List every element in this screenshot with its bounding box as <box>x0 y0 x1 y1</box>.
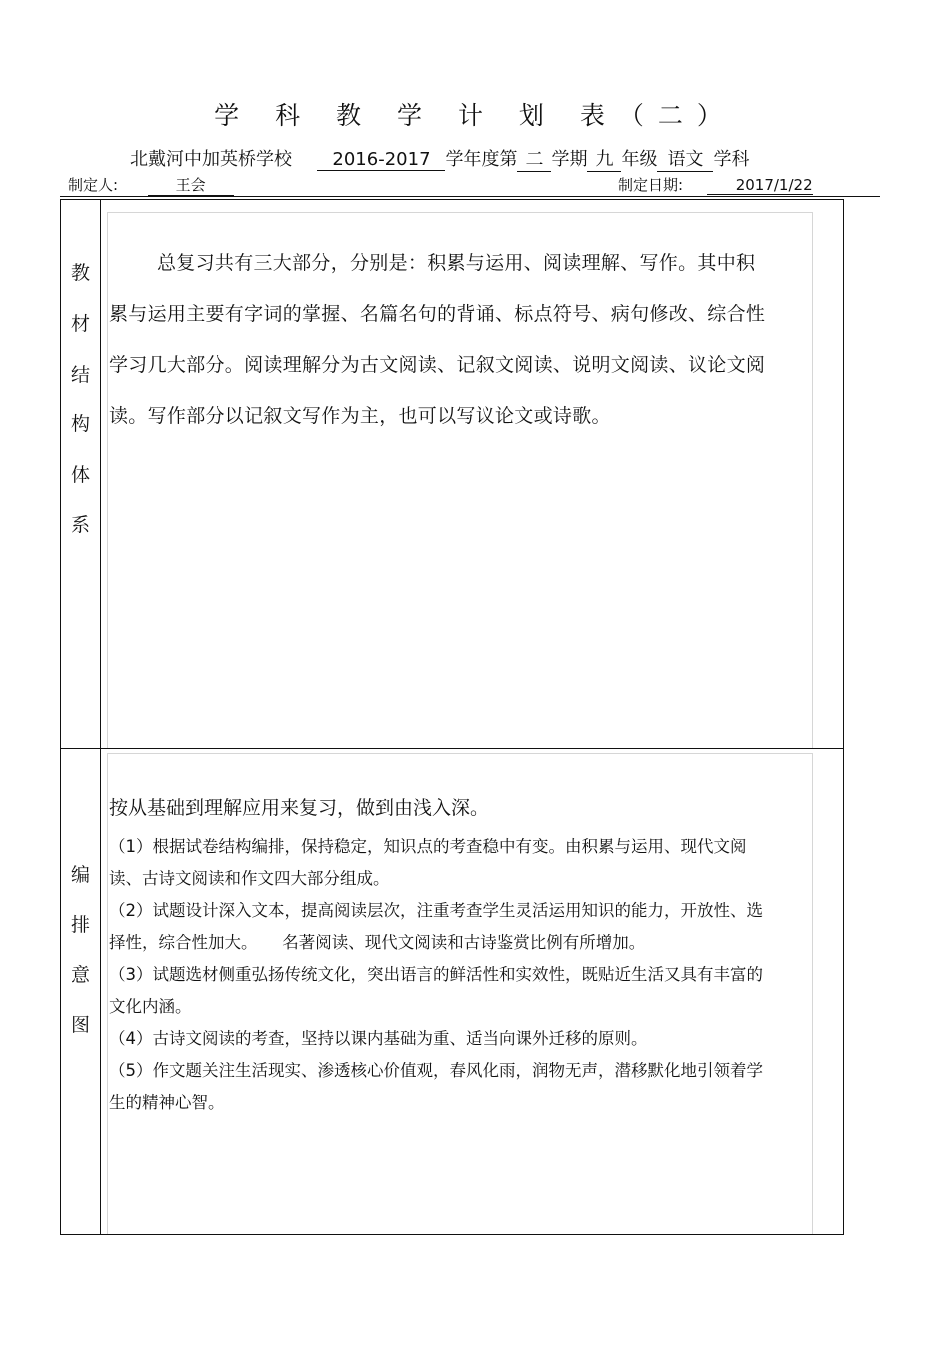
section-label-char: 材 <box>70 313 90 335</box>
section-content-cell <box>101 200 843 748</box>
list-item: （2）试题设计深入文本，提高阅读层次，注重考查学生灵活运用知识的能力，开放性、选择性，综合性加大。 名著阅读、现代文阅读和古诗鉴赏比例有所增加。 <box>109 901 763 952</box>
grade-suffix: 年级 <box>621 149 658 170</box>
date-value: 2017/1/22 <box>707 176 813 195</box>
school-year: 2016-2017 <box>317 149 445 171</box>
maker-label: 制定人: <box>68 176 119 194</box>
section-label-char: 编 <box>70 864 90 886</box>
intent-list <box>109 831 774 1119</box>
date-label: 制定日期: <box>618 176 684 194</box>
section-label-char: 图 <box>70 1014 90 1036</box>
section-label-char: 体 <box>70 464 90 486</box>
section-label-char: 结 <box>70 364 90 386</box>
school-name: 北戴河中加英桥学校 <box>130 149 292 170</box>
section-label-char: 排 <box>70 914 90 936</box>
school-info-line <box>130 145 749 172</box>
page-title: 学 科 教 学 计 划 表（二） <box>214 101 736 130</box>
section-heading: 按从基础到理解应用来复习，做到由浅入深。 <box>109 797 490 819</box>
section-label-char: 构 <box>70 413 90 435</box>
list-item: （4）古诗文阅读的考查，坚持以课内基础为重、适当向课外迁移的原则。 <box>109 1029 648 1048</box>
header-divider <box>60 196 880 197</box>
section-paragraph: 总复习共有三大部分，分别是：积累与运用、阅读理解、写作。其中积累与运用主要有字词的掌握、名篇名句的背诵、标点符号、病句修改、综合性学习几大部分。阅读理解分为古文阅读、记叙文阅读、说明文阅读、议论文阅读。写作部分以记叙文写作为主，也可以写议论文或诗歌。 <box>109 252 766 427</box>
section-label-cell <box>61 749 101 1234</box>
term-value: 二 <box>517 145 551 172</box>
section-content-cell <box>101 749 843 1234</box>
date-line <box>618 174 813 195</box>
term-suffix: 学期 <box>551 149 588 170</box>
section-label-char: 教 <box>70 262 90 284</box>
section-label-char: 意 <box>70 964 90 986</box>
subject-value: 语文 <box>657 145 713 172</box>
list-item: （1）根据试卷结构编排，保持稳定，知识点的考查稳中有变。由积累与运用、现代文阅读、古诗文阅读和作文四大部分组成。 <box>109 837 747 888</box>
maker-name: 王会 <box>148 174 234 196</box>
section-arrangement-intent <box>61 749 843 1234</box>
maker-line <box>68 174 234 196</box>
section-textbook-structure <box>61 200 843 749</box>
section-label-cell <box>61 200 101 748</box>
list-item: （5）作文题关注生活现实、渗透核心价值观，春风化雨，润物无声，潜移默化地引领着学生的精神心智。 <box>109 1061 763 1112</box>
plan-table <box>60 199 844 1235</box>
section-label-char: 系 <box>70 514 90 536</box>
list-item: （3）试题选材侧重弘扬传统文化，突出语言的鲜活性和实效性，既贴近生活又具有丰富的文化内涵。 <box>109 965 763 1016</box>
school-year-suffix: 学年度第 <box>445 149 518 170</box>
grade-value: 九 <box>587 145 621 172</box>
subject-suffix: 学科 <box>713 149 750 170</box>
